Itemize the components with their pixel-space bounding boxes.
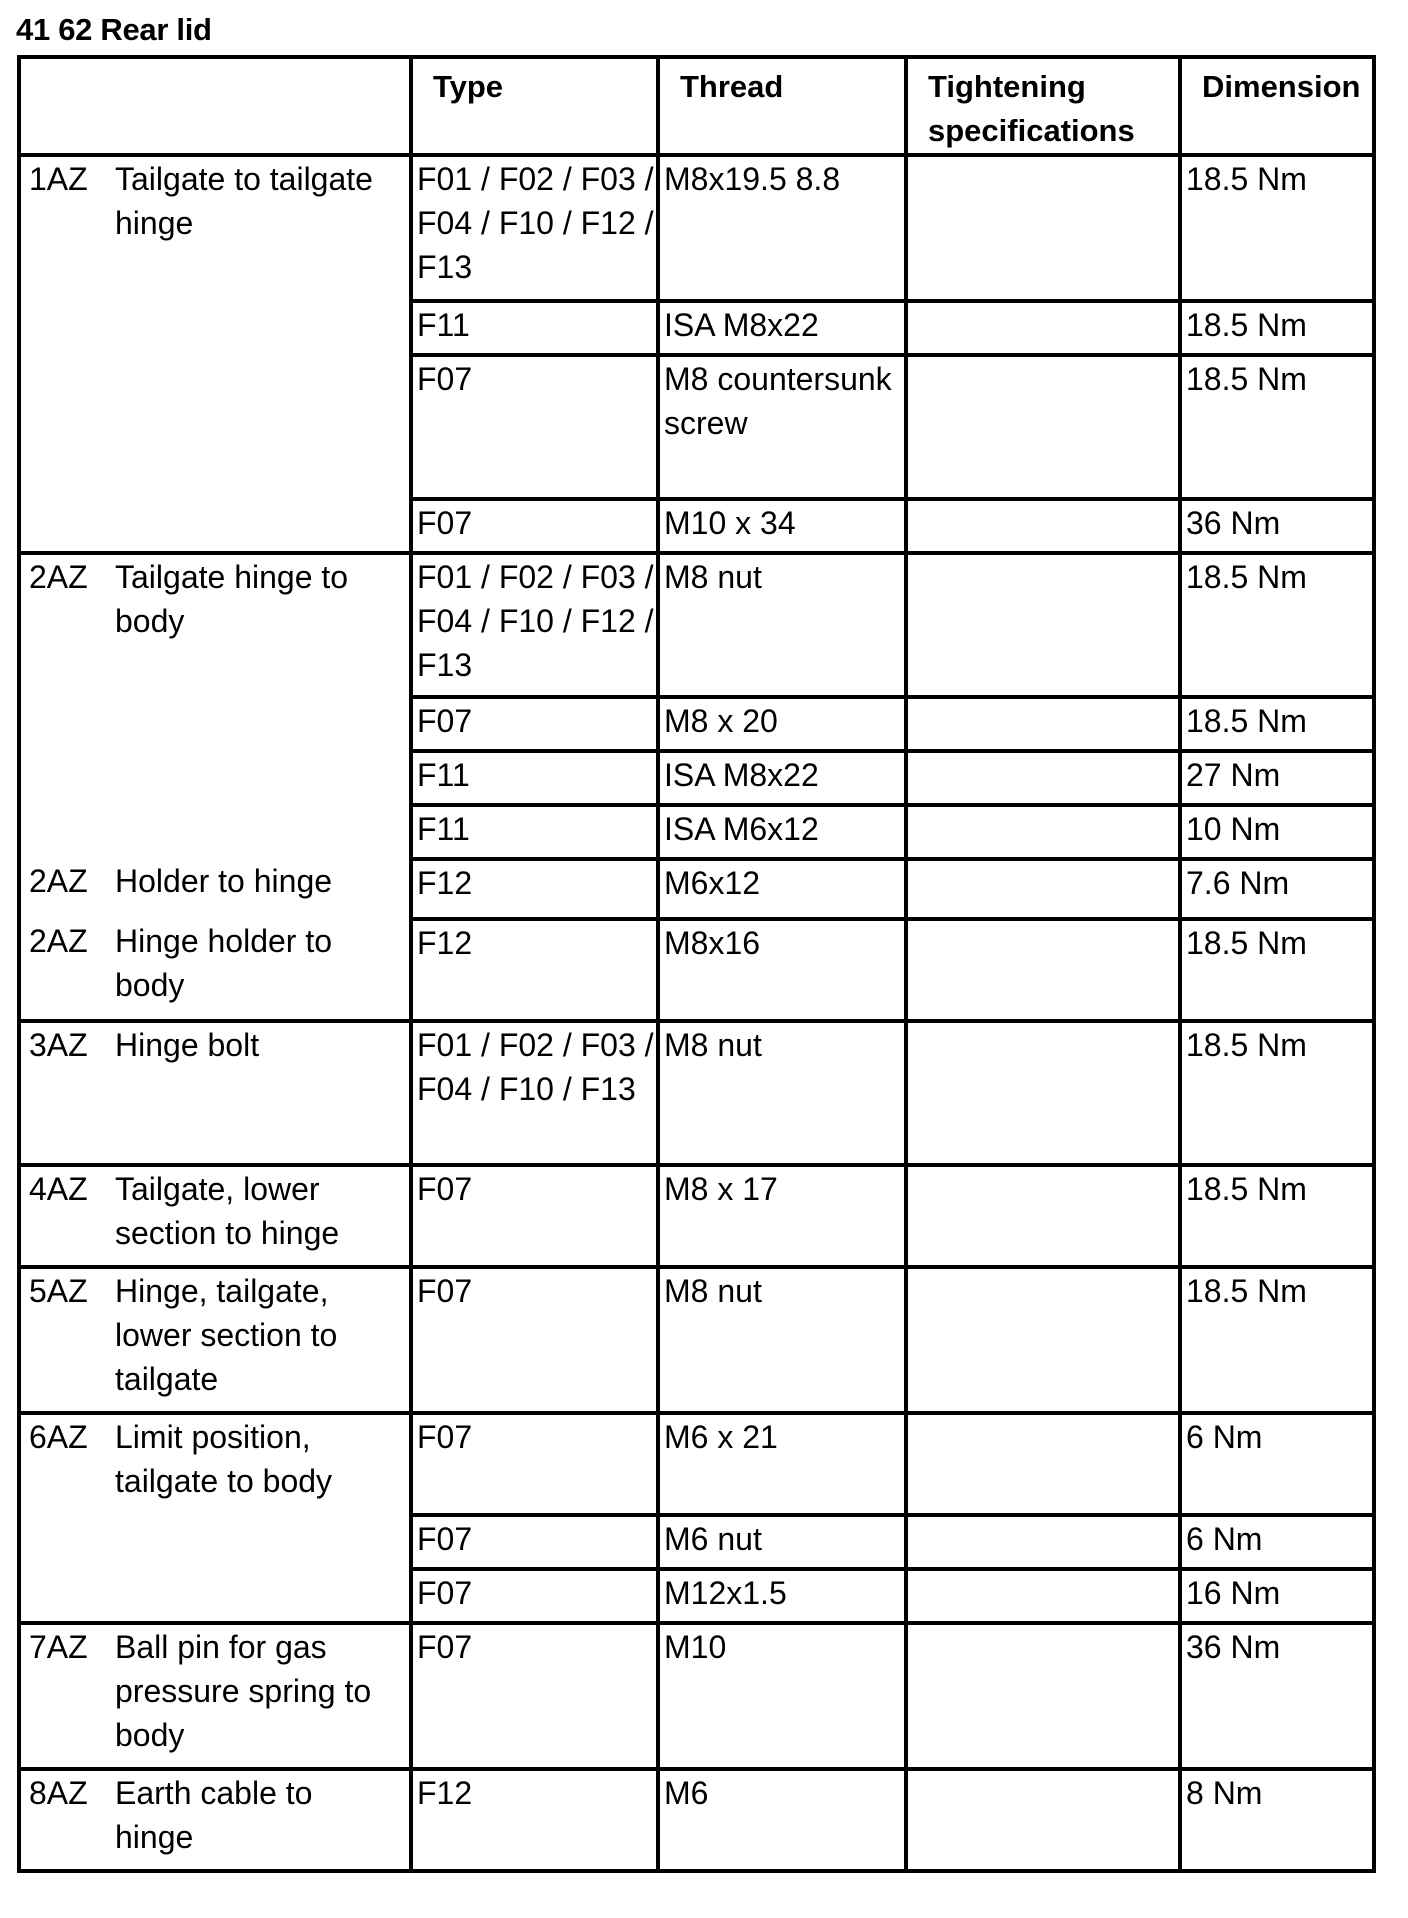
type-cell: F01 / F02 / F03 / F04 / F10 / F13 bbox=[411, 1021, 658, 1165]
item-code: 7AZ bbox=[29, 1629, 88, 1665]
item-code: 2AZ bbox=[29, 559, 88, 595]
thread-cell: M10 x 34 bbox=[658, 499, 906, 553]
dimension-cell: 18.5 Nm bbox=[1180, 553, 1374, 697]
type-cell: F07 bbox=[411, 355, 658, 499]
item-description: Tailgate hinge to body bbox=[115, 559, 349, 639]
table-row bbox=[19, 859, 1374, 919]
table-row bbox=[19, 1267, 1374, 1413]
dimension-cell: 6 Nm bbox=[1180, 1413, 1374, 1515]
item-cell bbox=[19, 1769, 411, 1871]
tightening-cell bbox=[906, 805, 1180, 859]
item-cell bbox=[19, 301, 411, 355]
tightening-cell bbox=[906, 553, 1180, 697]
dimension-cell: 16 Nm bbox=[1180, 1569, 1374, 1623]
dimension-cell: 8 Nm bbox=[1180, 1769, 1374, 1871]
table-row bbox=[19, 355, 1374, 499]
thread-cell: M8x16 bbox=[658, 919, 906, 1021]
table-row bbox=[19, 1413, 1374, 1515]
header-thread: Thread bbox=[658, 57, 906, 155]
type-cell: F01 / F02 / F03 / F04 / F10 / F12 / F13 bbox=[411, 155, 658, 301]
thread-cell: M8x19.5 8.8 bbox=[658, 155, 906, 301]
thread-cell: M8 nut bbox=[658, 1267, 906, 1413]
tightening-cell bbox=[906, 1769, 1180, 1871]
tightening-cell bbox=[906, 751, 1180, 805]
tightening-cell bbox=[906, 1165, 1180, 1267]
dimension-cell: 18.5 Nm bbox=[1180, 155, 1374, 301]
item-cell bbox=[19, 1165, 411, 1267]
thread-cell: M8 nut bbox=[658, 1021, 906, 1165]
thread-cell: M6 bbox=[658, 1769, 906, 1871]
table-row bbox=[19, 1021, 1374, 1165]
thread-cell: ISA M8x22 bbox=[658, 751, 906, 805]
thread-cell: ISA M6x12 bbox=[658, 805, 906, 859]
table-row bbox=[19, 1165, 1374, 1267]
item-cell bbox=[19, 1413, 411, 1515]
tightening-cell bbox=[906, 1413, 1180, 1515]
item-description: Tailgate, lower section to hinge bbox=[115, 1171, 340, 1251]
dimension-cell: 18.5 Nm bbox=[1180, 1165, 1374, 1267]
type-cell: F12 bbox=[411, 1769, 658, 1871]
dimension-cell: 18.5 Nm bbox=[1180, 919, 1374, 1021]
item-cell bbox=[19, 1021, 411, 1165]
type-cell: F11 bbox=[411, 301, 658, 355]
table-row bbox=[19, 919, 1374, 1021]
item-cell bbox=[19, 1569, 411, 1623]
item-cell bbox=[19, 1515, 411, 1569]
table-row bbox=[19, 301, 1374, 355]
type-cell: F07 bbox=[411, 1413, 658, 1515]
item-description: Limit position, tailgate to body bbox=[115, 1419, 333, 1499]
table-row bbox=[19, 1769, 1374, 1871]
item-description: Tailgate to tailgate hinge bbox=[115, 161, 373, 241]
dimension-cell: 27 Nm bbox=[1180, 751, 1374, 805]
thread-cell: M6x12 bbox=[658, 859, 906, 919]
item-code: 5AZ bbox=[29, 1273, 88, 1309]
tightening-cell bbox=[906, 301, 1180, 355]
thread-cell: M6 x 21 bbox=[658, 1413, 906, 1515]
type-cell: F07 bbox=[411, 499, 658, 553]
dimension-cell: 7.6 Nm bbox=[1180, 859, 1374, 919]
item-cell bbox=[19, 553, 411, 697]
dimension-cell: 18.5 Nm bbox=[1180, 1021, 1374, 1165]
item-cell bbox=[19, 919, 411, 1021]
dimension-cell: 18.5 Nm bbox=[1180, 697, 1374, 751]
page-title: 41 62 Rear lid bbox=[16, 12, 212, 47]
table-row bbox=[19, 1515, 1374, 1569]
item-description: Earth cable to hinge bbox=[115, 1775, 313, 1855]
type-cell: F11 bbox=[411, 751, 658, 805]
tightening-cell bbox=[906, 697, 1180, 751]
dimension-cell: 10 Nm bbox=[1180, 805, 1374, 859]
thread-cell: M8 nut bbox=[658, 553, 906, 697]
dimension-cell: 18.5 Nm bbox=[1180, 355, 1374, 499]
tightening-cell bbox=[906, 355, 1180, 499]
item-description: Hinge, tailgate, lower section to tailgate bbox=[115, 1273, 338, 1397]
type-cell: F12 bbox=[411, 919, 658, 1021]
tightening-cell bbox=[906, 1267, 1180, 1413]
item-cell bbox=[19, 697, 411, 751]
tightening-cell bbox=[906, 859, 1180, 919]
item-cell bbox=[19, 1623, 411, 1769]
dimension-cell: 36 Nm bbox=[1180, 499, 1374, 553]
table-row bbox=[19, 1623, 1374, 1769]
type-cell: F07 bbox=[411, 1569, 658, 1623]
dimension-cell: 18.5 Nm bbox=[1180, 301, 1374, 355]
item-description: Hinge holder to body bbox=[115, 923, 333, 1003]
type-cell: F07 bbox=[411, 1623, 658, 1769]
torque-spec-table bbox=[17, 55, 1376, 1873]
tightening-cell bbox=[906, 1569, 1180, 1623]
thread-cell: M6 nut bbox=[658, 1515, 906, 1569]
item-description: Holder to hinge bbox=[115, 863, 333, 899]
item-code: 1AZ bbox=[29, 161, 88, 197]
item-cell bbox=[19, 1267, 411, 1413]
header-dimension: Dimension bbox=[1180, 57, 1374, 155]
tightening-cell bbox=[906, 919, 1180, 1021]
type-cell: F12 bbox=[411, 859, 658, 919]
thread-cell: M12x1.5 bbox=[658, 1569, 906, 1623]
tightening-cell bbox=[906, 1021, 1180, 1165]
table-row bbox=[19, 751, 1374, 805]
thread-cell: M8 countersunk screw bbox=[658, 355, 906, 499]
dimension-cell: 36 Nm bbox=[1180, 1623, 1374, 1769]
tightening-cell bbox=[906, 499, 1180, 553]
type-cell: F01 / F02 / F03 / F04 / F10 / F12 / F13 bbox=[411, 553, 658, 697]
header-tightening: Tightening specifications bbox=[906, 57, 1180, 155]
type-cell: F07 bbox=[411, 1165, 658, 1267]
item-cell bbox=[19, 355, 411, 499]
item-code: 4AZ bbox=[29, 1171, 88, 1207]
table-row bbox=[19, 1569, 1374, 1623]
tightening-cell bbox=[906, 1623, 1180, 1769]
thread-cell: ISA M8x22 bbox=[658, 301, 906, 355]
item-cell bbox=[19, 751, 411, 805]
item-code: 8AZ bbox=[29, 1775, 88, 1811]
dimension-cell: 6 Nm bbox=[1180, 1515, 1374, 1569]
item-cell bbox=[19, 805, 411, 859]
tightening-cell bbox=[906, 155, 1180, 301]
table-row bbox=[19, 553, 1374, 697]
type-cell: F07 bbox=[411, 697, 658, 751]
table-header-row bbox=[19, 57, 1374, 155]
item-code: 6AZ bbox=[29, 1419, 88, 1455]
item-code: 2AZ bbox=[29, 923, 88, 959]
item-cell bbox=[19, 499, 411, 553]
table-row bbox=[19, 155, 1374, 301]
header-type: Type bbox=[411, 57, 658, 155]
table-row bbox=[19, 499, 1374, 553]
header-item bbox=[19, 57, 411, 155]
item-description: Ball pin for gas pressure spring to body bbox=[115, 1629, 372, 1753]
item-code: 3AZ bbox=[29, 1027, 88, 1063]
type-cell: F07 bbox=[411, 1515, 658, 1569]
thread-cell: M8 x 20 bbox=[658, 697, 906, 751]
item-cell bbox=[19, 155, 411, 301]
type-cell: F07 bbox=[411, 1267, 658, 1413]
thread-cell: M10 bbox=[658, 1623, 906, 1769]
thread-cell: M8 x 17 bbox=[658, 1165, 906, 1267]
dimension-cell: 18.5 Nm bbox=[1180, 1267, 1374, 1413]
type-cell: F11 bbox=[411, 805, 658, 859]
tightening-cell bbox=[906, 1515, 1180, 1569]
table-body bbox=[19, 155, 1374, 1871]
table-row bbox=[19, 805, 1374, 859]
table-row bbox=[19, 697, 1374, 751]
item-description: Hinge bolt bbox=[115, 1027, 260, 1063]
item-code: 2AZ bbox=[29, 863, 88, 899]
item-cell bbox=[19, 859, 411, 919]
